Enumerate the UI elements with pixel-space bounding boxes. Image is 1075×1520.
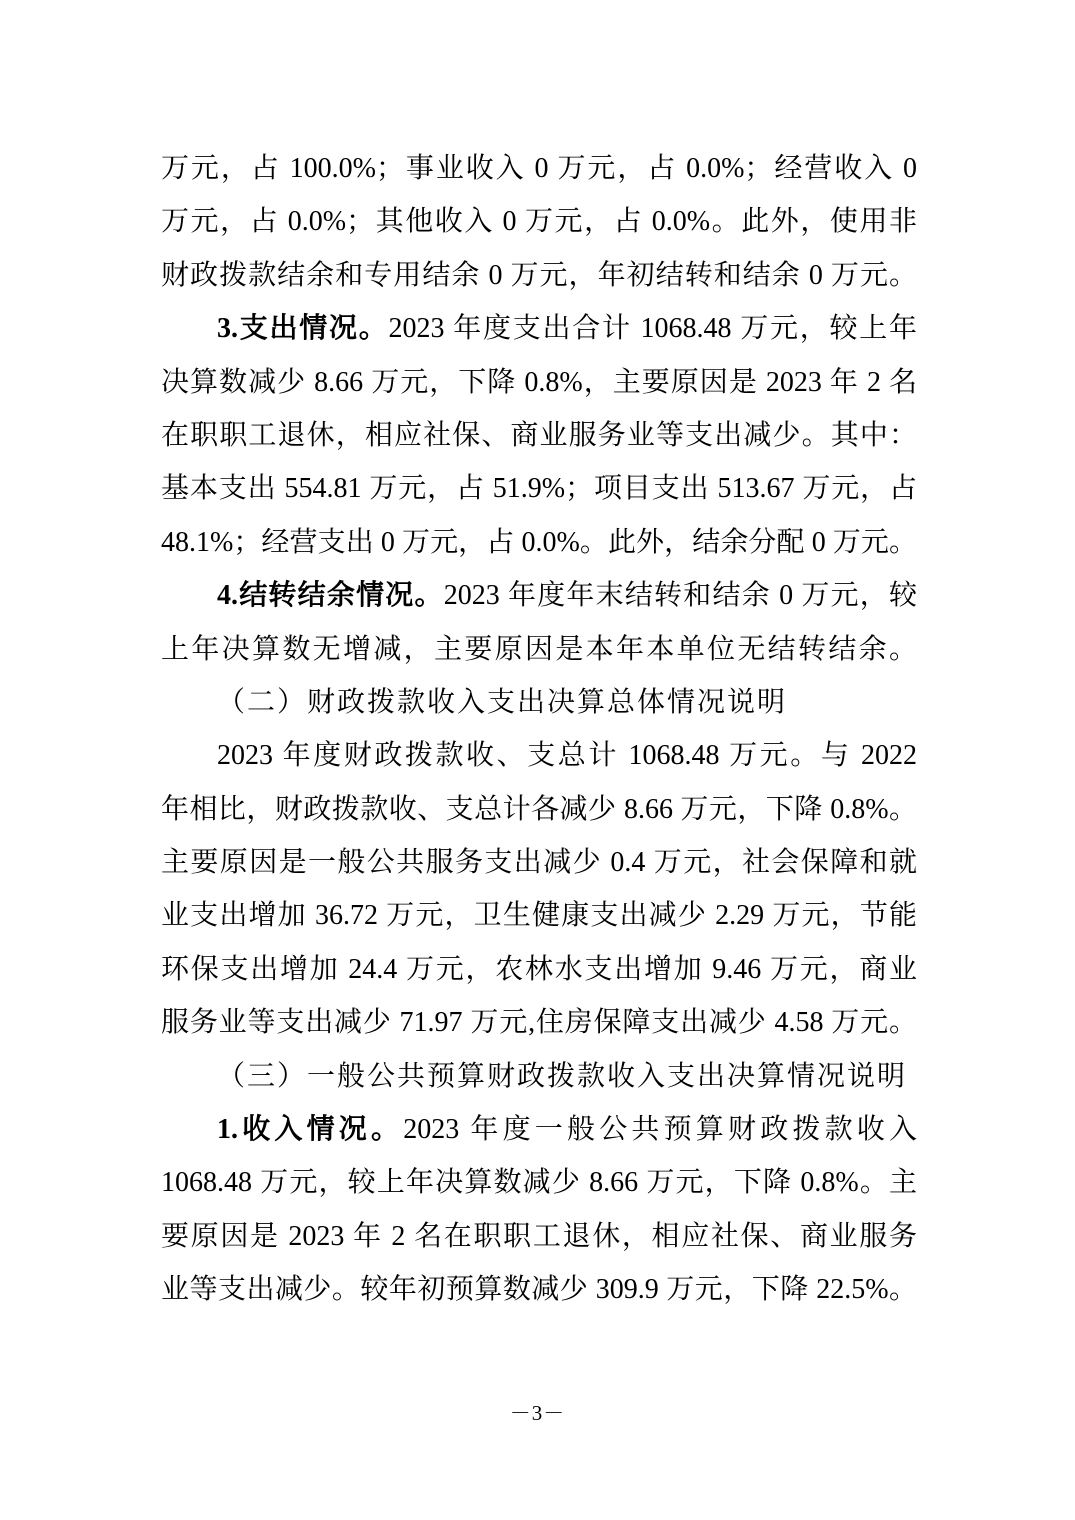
bold-text-run: 3.支出情况。 [217, 313, 389, 345]
text-run: 要原因是 2023 年 2 名在职职工退休，相应社保、商业服务 [161, 1220, 917, 1252]
text-run: 2023 年度一般公共预算财政拨款收入 [403, 1114, 917, 1146]
text-run: （二）财政拨款收入支出决算总体情况说明 [217, 686, 788, 718]
bold-text-run: 4.结转结余情况。 [217, 580, 444, 612]
text-run: 服务业等支出减少 71.97 万元,住房保障支出减少 4.58 万元。 [161, 1007, 917, 1039]
section-heading [161, 1050, 917, 1103]
page-number: －3－ [509, 1401, 566, 1425]
text-line [161, 889, 917, 942]
section-heading [161, 676, 917, 729]
text-line [161, 1210, 917, 1263]
text-run: 48.1%；经营支出 0 万元，占 0.0%。此外，结余分配 0 万元。 [161, 526, 917, 558]
text-run: 环保支出增加 24.4 万元，农林水支出增加 9.46 万元，商业 [161, 953, 917, 985]
page-footer [0, 1398, 1075, 1428]
bold-text-run: 1.收入情况。 [217, 1114, 404, 1146]
text-line [161, 516, 917, 569]
text-run: 2023 年度财政拨款收、支总计 1068.48 万元。与 2022 [217, 740, 917, 772]
text-line [161, 569, 917, 622]
text-line [161, 142, 917, 195]
text-line [161, 462, 917, 515]
text-run: 在职职工退休，相应社保、商业服务业等支出减少。其中： [161, 419, 917, 451]
text-line [161, 623, 917, 676]
text-line [161, 302, 917, 355]
text-line [161, 783, 917, 836]
text-run: 业等支出减少。较年初预算数减少 309.9 万元，下降 22.5%。 [161, 1274, 917, 1306]
text-run: 上年决算数无增减，主要原因是本年本单位无结转结余。 [161, 633, 917, 665]
text-line [161, 729, 917, 782]
text-run: （三）一般公共预算财政拨款收入支出决算情况说明 [217, 1060, 908, 1092]
text-line [161, 943, 917, 996]
text-run: 2023 年度年末结转和结余 0 万元，较 [443, 580, 917, 612]
text-run: 1068.48 万元，较上年决算数减少 8.66 万元，下降 0.8%。主 [161, 1167, 917, 1199]
text-run: 业支出增加 36.72 万元，卫生健康支出减少 2.29 万元，节能 [161, 900, 917, 932]
text-run: 财政拨款结余和专用结余 0 万元，年初结转和结余 0 万元。 [161, 259, 917, 291]
text-line [161, 1103, 917, 1156]
text-line [161, 1263, 917, 1316]
text-run: 年相比，财政拨款收、支总计各减少 8.66 万元，下降 0.8%。 [161, 793, 917, 825]
text-line [161, 249, 917, 302]
document-body [161, 142, 917, 1317]
text-run: 基本支出 554.81 万元，占 51.9%；项目支出 513.67 万元，占 [161, 473, 917, 505]
text-run: 决算数减少 8.66 万元，下降 0.8%，主要原因是 2023 年 2 名 [161, 366, 917, 398]
text-run: 主要原因是一般公共服务支出减少 0.4 万元，社会保障和就 [161, 847, 917, 879]
text-line [161, 409, 917, 462]
text-line [161, 836, 917, 889]
text-run: 2023 年度支出合计 1068.48 万元，较上年 [388, 313, 917, 345]
text-line [161, 195, 917, 248]
text-line [161, 356, 917, 409]
text-run: 万元，占 0.0%；其他收入 0 万元，占 0.0%。此外，使用非 [161, 206, 917, 238]
text-line [161, 1156, 917, 1209]
text-line [161, 996, 917, 1049]
text-run: 万元，占 100.0%；事业收入 0 万元，占 0.0%；经营收入 0 [161, 153, 917, 184]
